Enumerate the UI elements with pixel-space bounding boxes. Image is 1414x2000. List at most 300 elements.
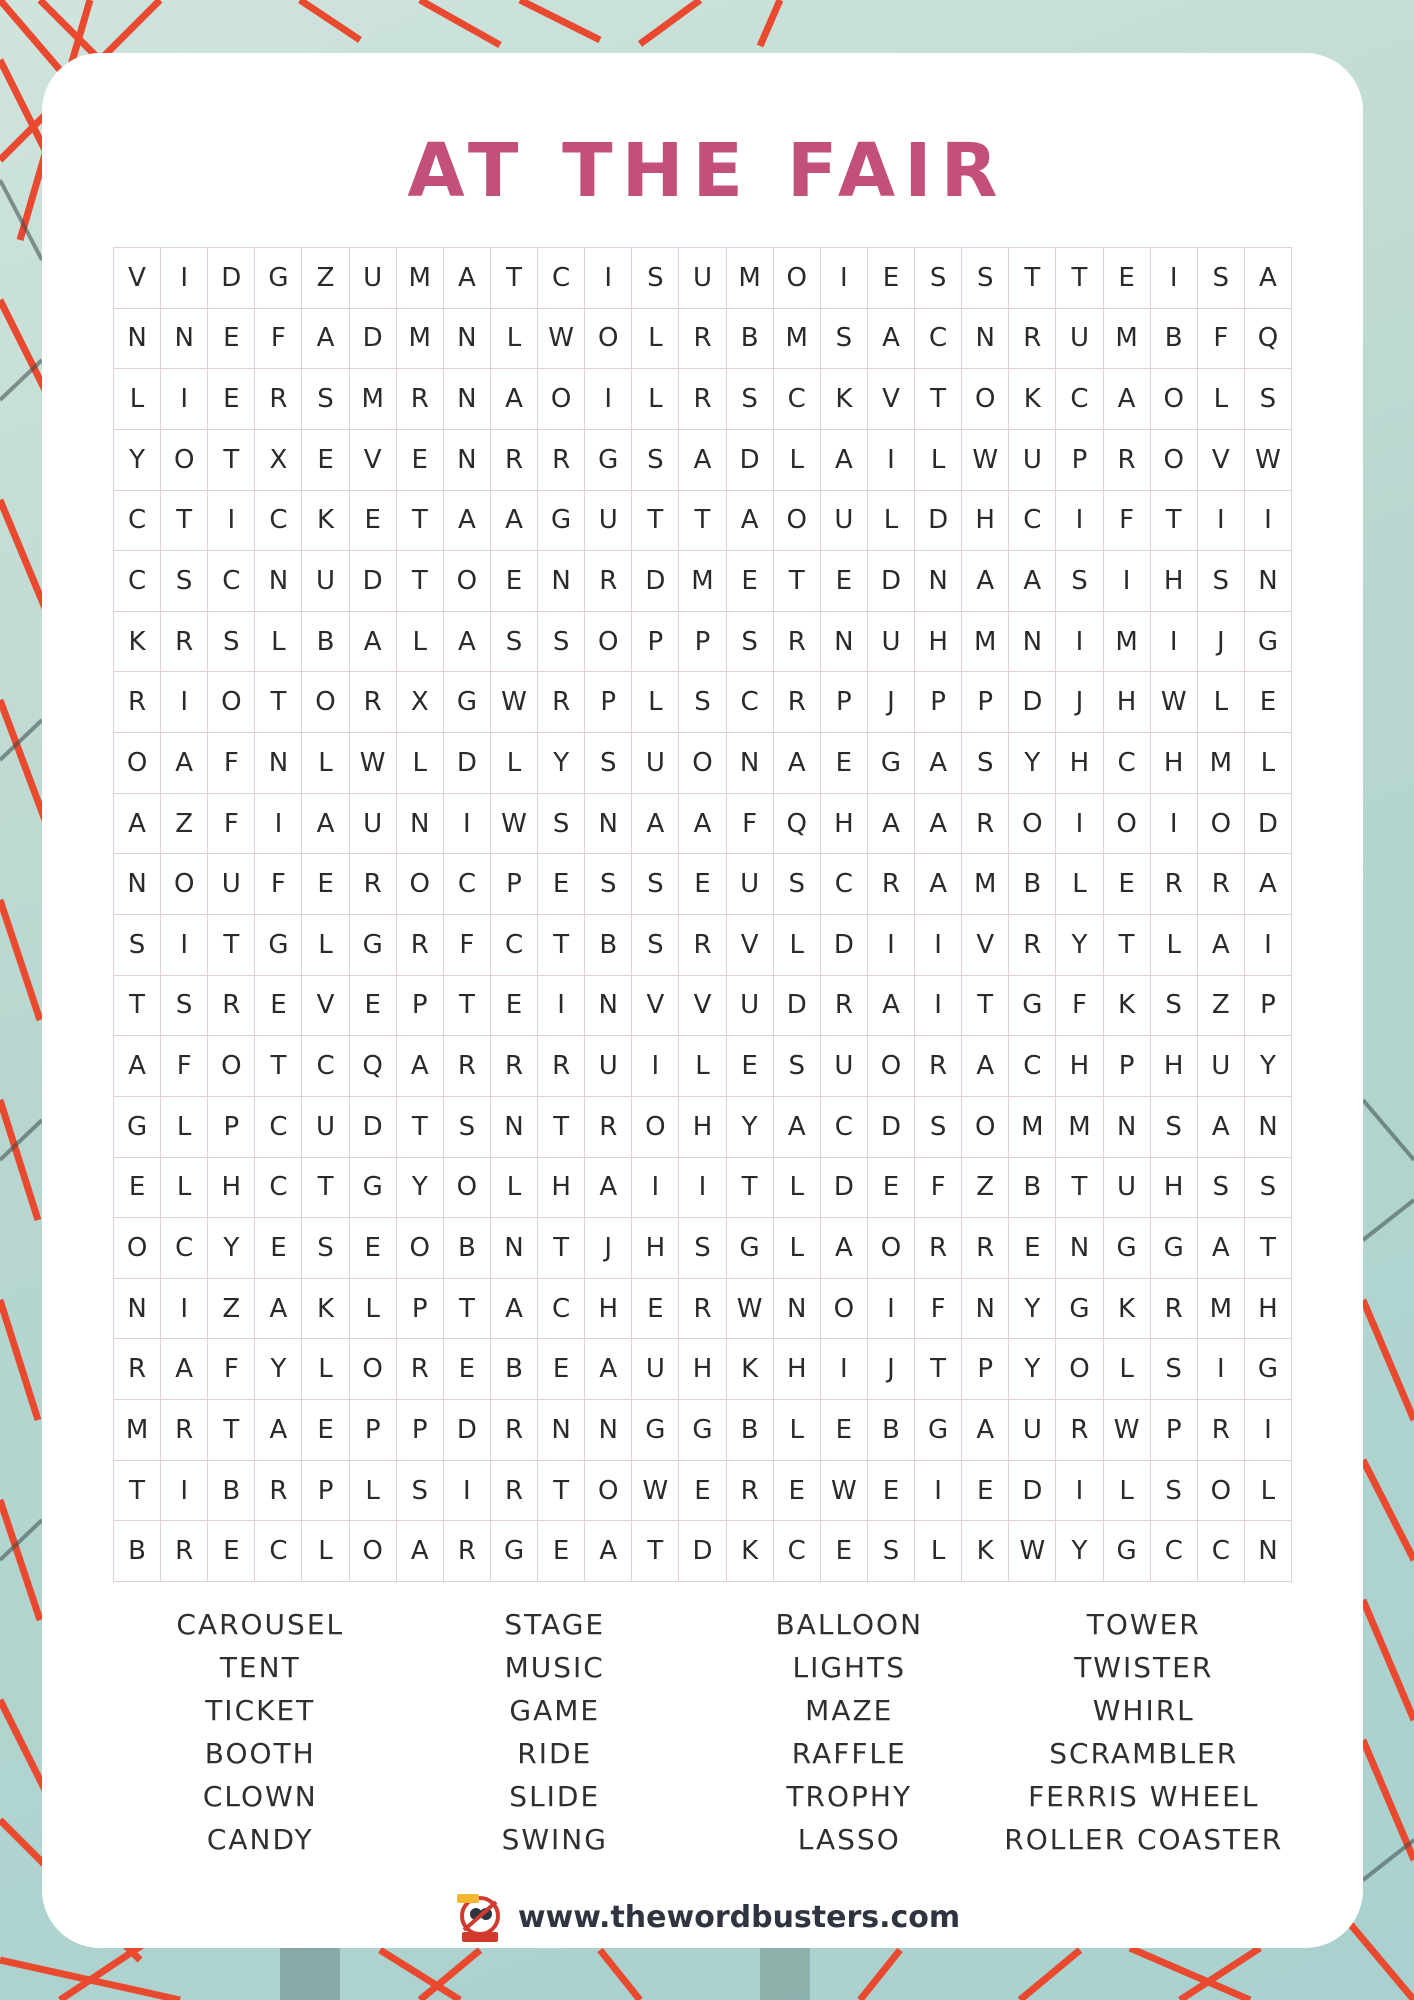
grid-cell[interactable]: I [821,1339,868,1400]
grid-cell[interactable]: G [491,1521,538,1582]
grid-cell[interactable]: Y [397,1158,444,1219]
grid-cell[interactable]: P [397,976,444,1037]
grid-cell[interactable]: U [585,1036,632,1097]
grid-cell[interactable]: O [1198,794,1245,855]
grid-cell[interactable]: C [774,369,821,430]
grid-cell[interactable]: Z [161,794,208,855]
grid-cell[interactable]: S [302,369,349,430]
grid-cell[interactable]: P [1056,430,1103,491]
grid-cell[interactable]: O [868,1036,915,1097]
grid-cell[interactable]: I [1198,1339,1245,1400]
grid-cell[interactable]: V [868,369,915,430]
grid-cell[interactable]: W [491,672,538,733]
grid-cell[interactable]: S [727,612,774,673]
grid-cell[interactable]: R [397,1339,444,1400]
grid-cell[interactable]: G [1104,1521,1151,1582]
grid-cell[interactable]: Q [350,1036,397,1097]
grid-cell[interactable]: D [350,309,397,370]
grid-cell[interactable]: N [255,733,302,794]
grid-cell[interactable]: I [1151,794,1198,855]
grid-cell[interactable]: C [774,1521,821,1582]
grid-cell[interactable]: O [632,1097,679,1158]
grid-cell[interactable]: O [397,854,444,915]
grid-cell[interactable]: P [585,672,632,733]
grid-cell[interactable]: N [774,1279,821,1340]
grid-cell[interactable]: E [302,1400,349,1461]
grid-cell[interactable]: E [1245,672,1292,733]
grid-cell[interactable]: E [350,491,397,552]
grid-cell[interactable]: F [161,1036,208,1097]
grid-cell[interactable]: Z [302,248,349,309]
grid-cell[interactable]: U [302,1097,349,1158]
grid-cell[interactable]: H [1245,1279,1292,1340]
grid-cell[interactable]: S [397,1461,444,1522]
grid-cell[interactable]: O [868,1218,915,1279]
grid-cell[interactable]: O [161,854,208,915]
grid-cell[interactable]: G [1245,1339,1292,1400]
grid-cell[interactable]: N [114,854,161,915]
grid-cell[interactable]: S [208,612,255,673]
grid-cell[interactable]: M [1056,1097,1103,1158]
grid-cell[interactable]: B [1009,1158,1056,1219]
grid-cell[interactable]: H [1151,1036,1198,1097]
grid-cell[interactable]: I [915,1461,962,1522]
grid-cell[interactable]: O [444,1158,491,1219]
grid-cell[interactable]: M [1198,733,1245,794]
grid-cell[interactable]: N [1245,551,1292,612]
grid-cell[interactable]: D [444,733,491,794]
grid-cell[interactable]: S [114,915,161,976]
grid-cell[interactable]: N [727,733,774,794]
grid-cell[interactable]: U [350,248,397,309]
grid-cell[interactable]: C [302,1036,349,1097]
grid-cell[interactable]: G [114,1097,161,1158]
grid-cell[interactable]: I [1104,551,1151,612]
grid-cell[interactable]: F [727,794,774,855]
grid-cell[interactable]: O [962,1097,1009,1158]
grid-cell[interactable]: B [1009,854,1056,915]
grid-cell[interactable]: F [915,1279,962,1340]
grid-cell[interactable]: K [727,1339,774,1400]
grid-cell[interactable]: B [208,1461,255,1522]
grid-cell[interactable]: C [1151,1521,1198,1582]
grid-cell[interactable]: H [679,1097,726,1158]
grid-cell[interactable]: M [1104,612,1151,673]
grid-cell[interactable]: N [962,1279,1009,1340]
grid-cell[interactable]: R [397,915,444,976]
grid-cell[interactable]: Y [1009,1279,1056,1340]
grid-cell[interactable]: F [1198,309,1245,370]
grid-cell[interactable]: U [679,248,726,309]
grid-cell[interactable]: T [538,1461,585,1522]
grid-cell[interactable]: H [585,1279,632,1340]
grid-cell[interactable]: I [585,369,632,430]
grid-cell[interactable]: I [1245,1400,1292,1461]
grid-cell[interactable]: S [1151,1339,1198,1400]
grid-cell[interactable]: E [868,1158,915,1219]
grid-cell[interactable]: O [114,1218,161,1279]
grid-cell[interactable]: E [444,1339,491,1400]
grid-cell[interactable]: S [774,854,821,915]
grid-cell[interactable]: A [585,1521,632,1582]
grid-cell[interactable]: B [727,309,774,370]
grid-cell[interactable]: E [821,733,868,794]
grid-cell[interactable]: G [1104,1218,1151,1279]
grid-cell[interactable]: R [161,1400,208,1461]
grid-cell[interactable]: O [679,733,726,794]
grid-cell[interactable]: B [444,1218,491,1279]
grid-cell[interactable]: V [302,976,349,1037]
grid-cell[interactable]: R [114,672,161,733]
grid-cell[interactable]: E [350,976,397,1037]
grid-cell[interactable]: R [1104,430,1151,491]
grid-cell[interactable]: Q [1245,309,1292,370]
grid-cell[interactable]: T [538,1097,585,1158]
grid-cell[interactable]: D [1009,672,1056,733]
grid-cell[interactable]: P [302,1461,349,1522]
grid-cell[interactable]: R [1198,1400,1245,1461]
grid-cell[interactable]: L [1245,1461,1292,1522]
grid-cell[interactable]: I [444,794,491,855]
grid-cell[interactable]: S [632,430,679,491]
grid-cell[interactable]: E [821,551,868,612]
grid-cell[interactable]: E [114,1158,161,1219]
grid-cell[interactable]: S [1245,1158,1292,1219]
grid-cell[interactable]: U [727,854,774,915]
grid-cell[interactable]: C [915,309,962,370]
grid-cell[interactable]: S [679,672,726,733]
grid-cell[interactable]: E [727,1036,774,1097]
grid-cell[interactable]: L [1104,1339,1151,1400]
grid-cell[interactable]: R [161,1521,208,1582]
grid-cell[interactable]: A [679,430,726,491]
grid-cell[interactable]: L [632,369,679,430]
grid-cell[interactable]: O [1104,794,1151,855]
grid-cell[interactable]: A [868,309,915,370]
grid-cell[interactable]: T [208,1400,255,1461]
grid-cell[interactable]: A [1198,915,1245,976]
grid-cell[interactable]: N [161,309,208,370]
grid-cell[interactable]: A [915,794,962,855]
grid-cell[interactable]: N [1245,1521,1292,1582]
grid-cell[interactable]: N [538,551,585,612]
grid-cell[interactable]: E [821,1521,868,1582]
grid-cell[interactable]: H [1151,551,1198,612]
grid-cell[interactable]: D [444,1400,491,1461]
grid-cell[interactable]: P [491,854,538,915]
grid-cell[interactable]: D [1245,794,1292,855]
grid-cell[interactable]: G [915,1400,962,1461]
grid-cell[interactable]: O [350,1521,397,1582]
grid-cell[interactable]: S [632,915,679,976]
grid-cell[interactable]: L [1198,369,1245,430]
grid-cell[interactable]: K [727,1521,774,1582]
grid-cell[interactable]: U [632,1339,679,1400]
grid-cell[interactable]: L [774,430,821,491]
grid-cell[interactable]: I [1056,1461,1103,1522]
grid-cell[interactable]: N [585,794,632,855]
grid-cell[interactable]: I [868,1279,915,1340]
grid-cell[interactable]: P [915,672,962,733]
grid-cell[interactable]: A [161,733,208,794]
grid-cell[interactable]: H [1151,1158,1198,1219]
grid-cell[interactable]: S [774,1036,821,1097]
grid-cell[interactable]: R [350,854,397,915]
grid-cell[interactable]: E [208,369,255,430]
grid-cell[interactable]: M [962,612,1009,673]
grid-cell[interactable]: T [444,976,491,1037]
grid-cell[interactable]: R [491,430,538,491]
grid-cell[interactable]: O [350,1339,397,1400]
grid-cell[interactable]: S [1245,369,1292,430]
grid-cell[interactable]: A [915,854,962,915]
grid-cell[interactable]: O [1056,1339,1103,1400]
grid-cell[interactable]: T [538,915,585,976]
grid-cell[interactable]: R [255,369,302,430]
grid-cell[interactable]: G [632,1400,679,1461]
grid-cell[interactable]: L [255,612,302,673]
grid-cell[interactable]: S [962,248,1009,309]
grid-cell[interactable]: R [1198,854,1245,915]
grid-cell[interactable]: M [1198,1279,1245,1340]
grid-cell[interactable]: T [114,1461,161,1522]
grid-cell[interactable]: R [444,1036,491,1097]
grid-cell[interactable]: C [1056,369,1103,430]
grid-cell[interactable]: D [1009,1461,1056,1522]
grid-cell[interactable]: E [1104,248,1151,309]
grid-cell[interactable]: T [397,491,444,552]
grid-cell[interactable]: E [868,1461,915,1522]
grid-cell[interactable]: A [397,1036,444,1097]
grid-cell[interactable]: S [632,854,679,915]
grid-cell[interactable]: C [491,915,538,976]
grid-cell[interactable]: L [350,1279,397,1340]
grid-cell[interactable]: T [114,976,161,1037]
grid-cell[interactable]: S [1056,551,1103,612]
grid-cell[interactable]: O [821,1279,868,1340]
grid-cell[interactable]: E [962,1461,1009,1522]
grid-cell[interactable]: V [350,430,397,491]
grid-cell[interactable]: A [1245,854,1292,915]
grid-cell[interactable]: A [1104,369,1151,430]
grid-cell[interactable]: L [774,1218,821,1279]
grid-cell[interactable]: T [255,1036,302,1097]
grid-cell[interactable]: B [114,1521,161,1582]
grid-cell[interactable]: D [868,1097,915,1158]
grid-cell[interactable]: O [444,551,491,612]
grid-cell[interactable]: K [1104,976,1151,1037]
grid-cell[interactable]: R [962,794,1009,855]
grid-cell[interactable]: H [538,1158,585,1219]
grid-cell[interactable]: L [679,1036,726,1097]
grid-cell[interactable]: C [1104,733,1151,794]
grid-cell[interactable]: S [161,976,208,1037]
grid-cell[interactable]: S [444,1097,491,1158]
grid-cell[interactable]: N [397,794,444,855]
grid-cell[interactable]: Y [1009,1339,1056,1400]
grid-cell[interactable]: A [1198,1097,1245,1158]
grid-cell[interactable]: A [774,1097,821,1158]
grid-cell[interactable]: N [585,976,632,1037]
grid-cell[interactable]: H [962,491,1009,552]
grid-cell[interactable]: U [1009,1400,1056,1461]
grid-cell[interactable]: S [632,248,679,309]
grid-cell[interactable]: I [1151,248,1198,309]
grid-cell[interactable]: S [538,612,585,673]
grid-cell[interactable]: I [915,976,962,1037]
grid-cell[interactable]: M [962,854,1009,915]
grid-cell[interactable]: P [397,1400,444,1461]
grid-cell[interactable]: A [821,430,868,491]
grid-cell[interactable]: I [538,976,585,1037]
grid-cell[interactable]: E [302,430,349,491]
grid-cell[interactable]: I [868,430,915,491]
grid-cell[interactable]: A [1245,248,1292,309]
grid-cell[interactable]: D [821,915,868,976]
grid-cell[interactable]: H [915,612,962,673]
grid-cell[interactable]: A [962,551,1009,612]
grid-cell[interactable]: U [868,612,915,673]
grid-cell[interactable]: T [915,369,962,430]
grid-cell[interactable]: T [1245,1218,1292,1279]
grid-cell[interactable]: S [1198,1158,1245,1219]
grid-cell[interactable]: E [397,430,444,491]
grid-cell[interactable]: E [208,1521,255,1582]
grid-cell[interactable]: B [585,915,632,976]
grid-cell[interactable]: O [114,733,161,794]
grid-cell[interactable]: Y [1009,733,1056,794]
grid-cell[interactable]: F [208,794,255,855]
grid-cell[interactable]: D [727,430,774,491]
grid-cell[interactable]: M [397,248,444,309]
grid-cell[interactable]: L [302,1339,349,1400]
grid-cell[interactable]: A [868,976,915,1037]
grid-cell[interactable]: M [727,248,774,309]
grid-cell[interactable]: T [774,551,821,612]
grid-cell[interactable]: S [161,551,208,612]
grid-cell[interactable]: G [350,1158,397,1219]
grid-cell[interactable]: P [962,672,1009,733]
grid-cell[interactable]: K [114,612,161,673]
grid-cell[interactable]: G [350,915,397,976]
grid-cell[interactable]: C [1009,491,1056,552]
grid-cell[interactable]: T [679,491,726,552]
grid-cell[interactable]: K [302,491,349,552]
grid-cell[interactable]: L [397,733,444,794]
grid-cell[interactable]: S [1151,1461,1198,1522]
grid-cell[interactable]: P [208,1097,255,1158]
grid-cell[interactable]: E [1104,854,1151,915]
grid-cell[interactable]: T [302,1158,349,1219]
grid-cell[interactable]: E [1009,1218,1056,1279]
grid-cell[interactable]: X [397,672,444,733]
grid-cell[interactable]: A [868,794,915,855]
grid-cell[interactable]: A [962,1400,1009,1461]
grid-cell[interactable]: A [585,1158,632,1219]
grid-cell[interactable]: K [962,1521,1009,1582]
grid-cell[interactable]: R [679,1279,726,1340]
grid-cell[interactable]: S [585,854,632,915]
grid-cell[interactable]: S [1198,551,1245,612]
grid-cell[interactable]: F [1056,976,1103,1037]
grid-cell[interactable]: G [1151,1218,1198,1279]
grid-cell[interactable]: E [821,1400,868,1461]
grid-cell[interactable]: N [962,309,1009,370]
grid-cell[interactable]: M [397,309,444,370]
grid-cell[interactable]: P [1245,976,1292,1037]
grid-cell[interactable]: C [1009,1036,1056,1097]
grid-cell[interactable]: F [1104,491,1151,552]
grid-cell[interactable]: K [821,369,868,430]
grid-cell[interactable]: E [868,248,915,309]
grid-cell[interactable]: L [161,1158,208,1219]
grid-cell[interactable]: W [821,1461,868,1522]
grid-cell[interactable]: O [962,369,1009,430]
grid-cell[interactable]: B [491,1339,538,1400]
grid-cell[interactable]: V [632,976,679,1037]
grid-cell[interactable]: I [208,491,255,552]
grid-cell[interactable]: D [350,1097,397,1158]
grid-cell[interactable]: E [679,1461,726,1522]
grid-cell[interactable]: A [444,612,491,673]
grid-cell[interactable]: S [302,1218,349,1279]
grid-cell[interactable]: P [962,1339,1009,1400]
grid-cell[interactable]: A [161,1339,208,1400]
grid-cell[interactable]: O [774,248,821,309]
grid-cell[interactable]: H [1056,1036,1103,1097]
grid-cell[interactable]: Z [208,1279,255,1340]
grid-cell[interactable]: T [255,672,302,733]
grid-cell[interactable]: A [585,1339,632,1400]
grid-cell[interactable]: O [1151,369,1198,430]
grid-cell[interactable]: I [1056,794,1103,855]
grid-cell[interactable]: N [114,1279,161,1340]
grid-cell[interactable]: L [491,309,538,370]
grid-cell[interactable]: G [255,248,302,309]
grid-cell[interactable]: A [255,1400,302,1461]
grid-cell[interactable]: M [1104,309,1151,370]
grid-cell[interactable]: T [962,976,1009,1037]
grid-cell[interactable]: C [821,854,868,915]
grid-cell[interactable]: S [868,1521,915,1582]
grid-cell[interactable]: U [1198,1036,1245,1097]
grid-cell[interactable]: A [962,1036,1009,1097]
grid-cell[interactable]: S [679,1218,726,1279]
grid-cell[interactable]: R [444,1521,491,1582]
grid-cell[interactable]: B [1151,309,1198,370]
grid-cell[interactable]: N [444,430,491,491]
grid-cell[interactable]: H [679,1339,726,1400]
grid-cell[interactable]: A [397,1521,444,1582]
grid-cell[interactable]: D [868,551,915,612]
grid-cell[interactable]: A [727,491,774,552]
grid-cell[interactable]: G [868,733,915,794]
grid-cell[interactable]: A [491,1279,538,1340]
grid-cell[interactable]: T [915,1339,962,1400]
grid-cell[interactable]: E [255,1218,302,1279]
grid-cell[interactable]: R [491,1400,538,1461]
grid-cell[interactable]: I [161,1279,208,1340]
grid-cell[interactable]: T [491,248,538,309]
grid-cell[interactable]: A [632,794,679,855]
grid-cell[interactable]: A [1198,1218,1245,1279]
grid-cell[interactable]: O [585,1461,632,1522]
grid-cell[interactable]: R [491,1036,538,1097]
grid-cell[interactable]: O [538,369,585,430]
grid-cell[interactable]: P [1104,1036,1151,1097]
grid-cell[interactable]: Y [114,430,161,491]
grid-cell[interactable]: R [491,1461,538,1522]
